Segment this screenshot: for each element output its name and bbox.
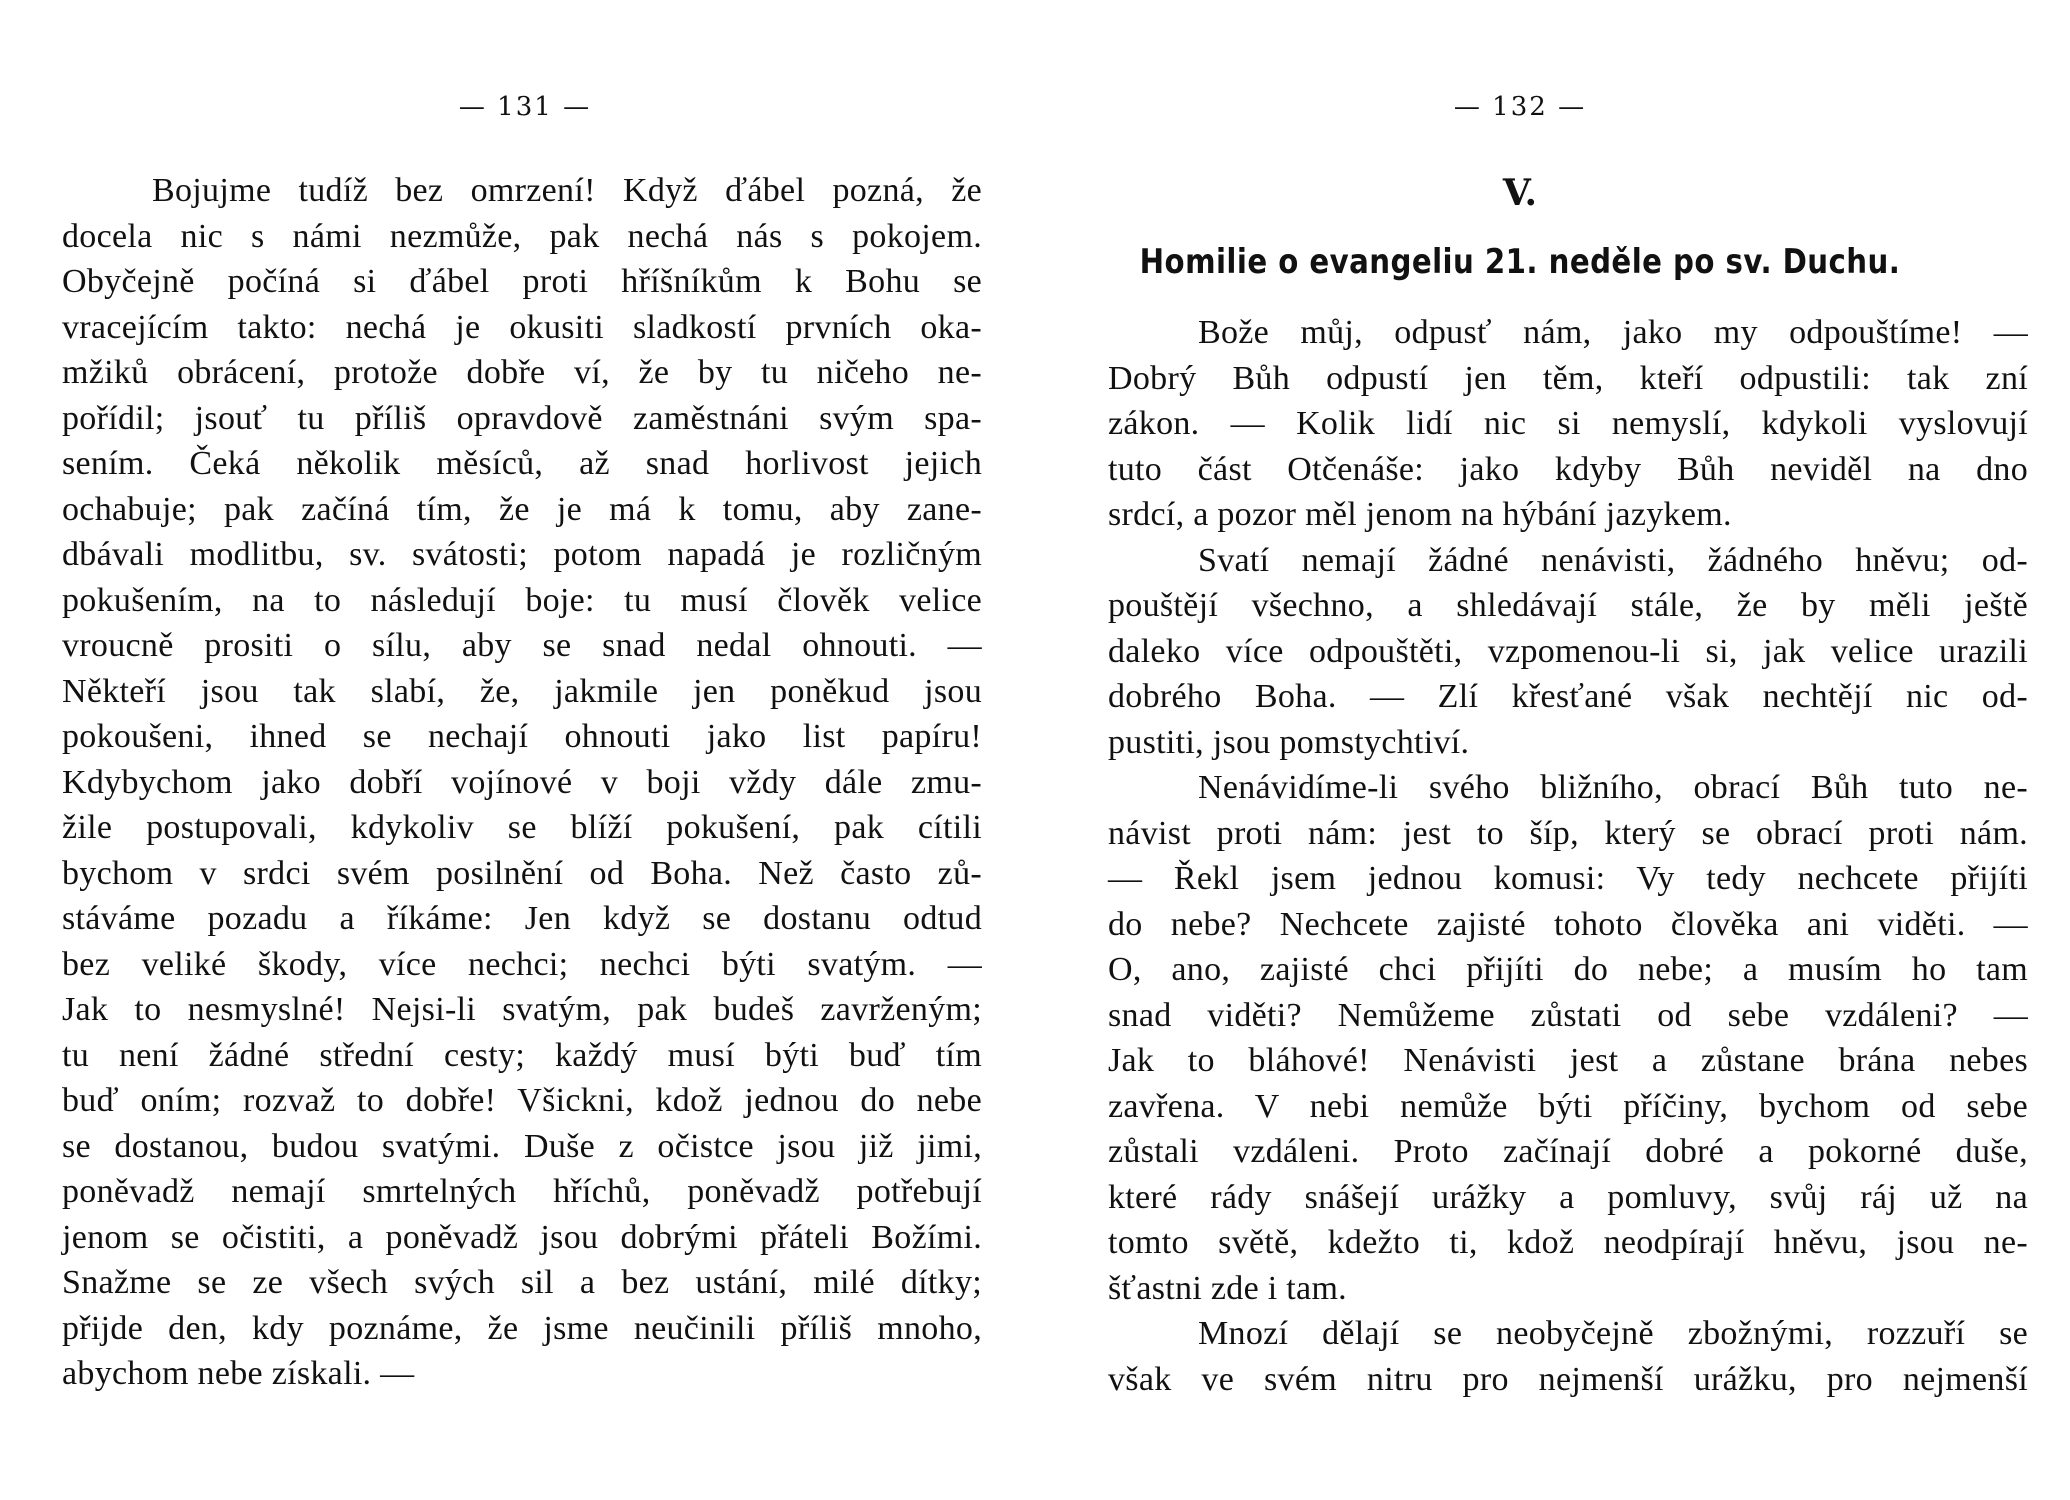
text-line: pořídil; jsouť tu příliš opravdově zaměstnáni svým spa- xyxy=(62,399,982,437)
text-line: pokoušeni, ihned se nechají ohnouti jako list papíru! xyxy=(62,718,982,755)
chapter-title: Homilie o evangeliu 21. neděle po sv. Duchu. xyxy=(1139,242,1901,282)
text-line: Bože můj, odpusť nám, jako my odpouštíme! — xyxy=(1198,314,2028,351)
text-line: Mnozí dělají se neobyčejně zbožnými, rozzuří se xyxy=(1198,1315,2028,1352)
left-page-text xyxy=(62,168,982,1397)
text-line: stáváme pozadu a říkáme: Jen když se dostanu odtud xyxy=(62,900,982,937)
text-line: jenom se očistiti, a poněvadž jsou dobrými přáteli Božími. xyxy=(62,1218,982,1256)
text-line: Snažme se ze všech svých sil a bez ustání, milé dítky; xyxy=(62,1264,982,1301)
page-number-left: — 131 — xyxy=(458,92,592,122)
text-line: Někteří jsou tak slabí, že, jakmile jen poněkud jsou xyxy=(62,672,982,710)
text-line: Obyčejně počíná si ďábel proti hříšníkům k Bohu se xyxy=(62,263,982,300)
text-line: abychom nebe získali. — xyxy=(62,1355,415,1392)
text-line: tomto světě, kdežto ti, kdož neodpírají hněvu, jsou ne- xyxy=(1108,1224,2028,1261)
text-line: buď oním; rozvaž to dobře! Všickni, kdož jednou do nebe xyxy=(62,1082,982,1119)
text-line: mžiků obrácení, protože dobře ví, že by tu ničeho ne- xyxy=(62,354,982,391)
text-line: Svatí nemají žádné nenávisti, žádného hněvu; od- xyxy=(1198,541,2028,579)
text-line: pouštějí všechno, a shledávají stále, že by měli ještě xyxy=(1108,587,2028,624)
text-line: poněvadž nemají smrtelných hříchů, poněvadž potřebují xyxy=(62,1173,982,1210)
text-line: návist proti nám: jest to šíp, který se obrací proti nám. xyxy=(1108,814,2028,852)
text-line: zavřena. V nebi nemůže býti příčiny, bychom od sebe xyxy=(1108,1087,2028,1125)
text-line: však ve svém nitru pro nejmenší urážku, pro nejmenší xyxy=(1108,1360,2028,1398)
text-line: vroucně prositi o sílu, aby se snad nedal ohnouti. — xyxy=(62,627,982,664)
text-line: pokušením, na to následují boje: tu musí člověk velice xyxy=(62,581,982,619)
text-line: přijde den, kdy poznáme, že jsme neučinili příliš mnoho, xyxy=(62,1309,982,1347)
text-line: do nebe? Nechcete zajisté tohoto člověka ani viděti. — xyxy=(1108,905,2028,943)
text-line: Kdybychom jako dobří vojínové v boji vždy dále zmu- xyxy=(62,763,982,801)
text-line: pustiti, jsou pomstychtiví. xyxy=(1108,723,1470,761)
text-line: zákon. — Kolik lidí nic si nemyslí, kdykoli vyslovují xyxy=(1108,405,2028,442)
text-line: vracejícím takto: nechá je okusiti sladkostí prvních oka- xyxy=(62,308,982,346)
text-line: šťastni zde i tam. xyxy=(1108,1269,1347,1307)
text-line: — Řekl jsem jednou komusi: Vy tedy nechcete přijíti xyxy=(1108,860,2028,897)
text-line: docela nic s námi nezmůže, pak nechá nás s pokojem. xyxy=(62,217,982,255)
right-page xyxy=(1040,0,2070,1500)
text-line: Nenávidíme-li svého bližního, obrací Bůh tuto ne- xyxy=(1198,769,2028,806)
page-number-right: — 132 — xyxy=(1453,92,1587,122)
text-line: Bojujme tudíž bez omrzení! Když ďábel pozná, že xyxy=(152,172,982,209)
text-line: tu není žádné střední cesty; každý musí býti buď tím xyxy=(62,1036,982,1074)
text-line: dbávali modlitbu, sv. svátosti; potom napadá je rozličným xyxy=(62,536,982,573)
text-line: Dobrý Bůh odpustí jen těm, kteří odpustili: tak zní xyxy=(1108,359,2028,397)
text-line: Jak to bláhové! Nenávisti jest a zůstane brána nebes xyxy=(1108,1042,2028,1079)
left-page xyxy=(0,0,1030,1500)
text-line: se dostanou, budou svatými. Duše z očistce jsou již jimi, xyxy=(62,1127,982,1165)
text-line: daleko více odpouštěti, vzpomenou-li si, jak velice urazili xyxy=(1108,632,2028,670)
text-line: dobrého Boha. — Zlí křesťané však nechtějí nic od- xyxy=(1108,678,2028,715)
text-line: sením. Čeká několik měsíců, až snad horlivost jejich xyxy=(62,445,982,482)
text-line: bychom v srdci svém posilnění od Boha. Než často zů- xyxy=(62,854,982,892)
text-line: Jak to nesmyslné! Nejsi-li svatým, pak budeš zavrženým; xyxy=(62,991,982,1028)
text-line: žile postupovali, kdykoliv se blíží pokušení, pak cítili xyxy=(62,809,982,846)
text-line: které rády snášejí urážky a pomluvy, svůj ráj už na xyxy=(1108,1178,2028,1216)
text-line: O, ano, zajisté chci přijíti do nebe; a musím ho tam xyxy=(1108,951,2028,988)
text-line: tuto část Otčenáše: jako kdyby Bůh neviděl na dno xyxy=(1108,450,2028,488)
text-line: zůstali vzdáleni. Proto začínají dobré a pokorné duše, xyxy=(1108,1133,2028,1170)
text-line: bez veliké škody, více nechci; nechci býti svatým. — xyxy=(62,945,982,983)
text-line: snad viděti? Nemůžeme zůstati od sebe vzdáleni? — xyxy=(1108,996,2028,1034)
text-line: ochabuje; pak začíná tím, že je má k tomu, aby zane- xyxy=(62,490,982,528)
text-line: srdcí, a pozor měl jenom na hýbání jazykem. xyxy=(1108,496,1732,533)
chapter-numeral: V. xyxy=(1502,172,1538,214)
right-page-text xyxy=(1108,310,2028,1402)
